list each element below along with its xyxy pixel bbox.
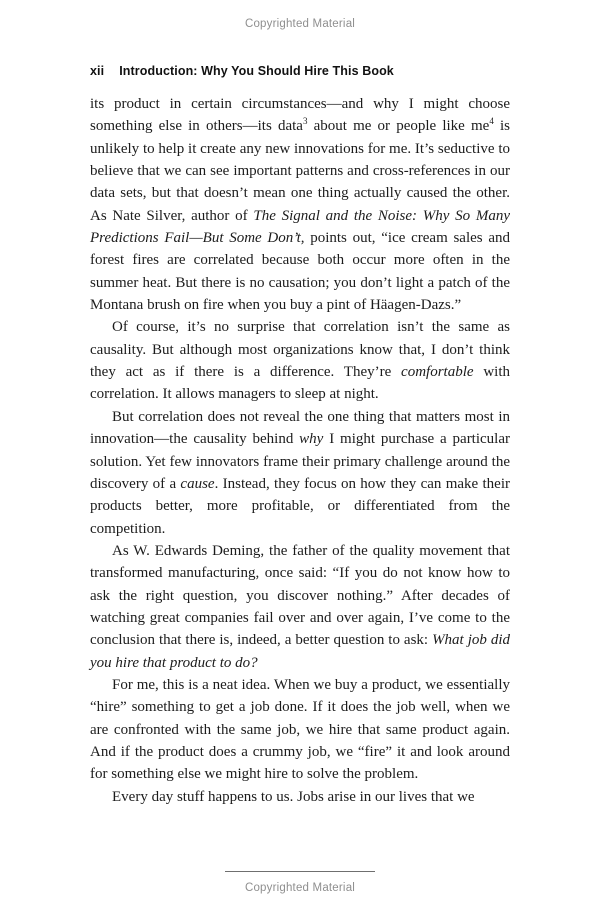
paragraph [90, 316, 510, 405]
text-run: I might purchase a particular solution. Yet few innovators frame their primary challenge around the discovery of a [90, 431, 510, 492]
italic-text: What job did you hire that product to do? [90, 632, 510, 671]
text-run: its product in certain circumstances—and why I might choose something else in others—its data [90, 96, 510, 135]
paragraph [90, 406, 510, 540]
body-text [90, 93, 510, 808]
italic-text: The Signal and the Noise: Why So Many Predictions Fail—But Some Don’t, [90, 207, 510, 247]
text-run: points out, “ice cream sales and forest fires are correlated because both occur more often in the summer heat. But there is no causation; you don’t light a patch of the Montana brush on fire when you buy a pint of Häagen-Dazs.” [90, 230, 510, 314]
italic-text: cause [180, 475, 215, 492]
text-run: Of course, it’s no surprise that correlation isn’t the same as causality. But although most organizations know that, I don’t think they act as if there is a difference. They’re [90, 319, 510, 381]
footnote-reference: 4 [489, 116, 494, 127]
text-run: with correlation. It allows managers to sleep at night. [90, 364, 510, 403]
paragraph [90, 674, 510, 786]
text-run: For me, this is a neat idea. When we buy a product, we essentially “hire” something to get a job done. If it does the job well, when we are confronted with the same job, we hire that same product again. And if the product does a crummy job, we “fire” it and look around for something else we might hire to solve the problem. [90, 676, 510, 783]
text-run: As W. Edwards Deming, the father of the quality movement that transformed manufacturing, once said: “If you do not know how to ask the right question, you discover nothing.” After decades of watching great companies fail over and over again, I’ve come to the conclusion that there is, indeed, a better question to ask: [90, 542, 510, 649]
footnote-reference: 3 [302, 116, 308, 127]
bottom-block [0, 871, 600, 894]
text-run: But correlation does not reveal the one thing that matters most in innovation—the causality behind [90, 408, 510, 448]
text-run: about me or people like me [307, 118, 490, 135]
copyright-notice-bottom: Copyrighted Material [244, 882, 356, 894]
running-head [90, 64, 510, 78]
text-run: . Instead, they focus on how they can make their products better, more profitable, or differentiated from the competition. [90, 475, 511, 537]
text-run: is unlikely to help it create any new innovations for me. It’s seductive to believe that we can see important patterns and cross-references in our data sets, but that doesn’t mean one thing actually caused the other. As Nate Silver, author of [90, 118, 510, 224]
italic-text: why [299, 431, 324, 448]
paragraph [90, 540, 510, 674]
italic-text: comfortable [401, 364, 474, 381]
chapter-title: Introduction: Why You Should Hire This Book [119, 64, 394, 78]
text-run: Every day stuff happens to us. Jobs arise in our lives that we [112, 788, 475, 805]
divider-line [225, 871, 375, 872]
copyright-notice-top: Copyrighted Material [244, 18, 356, 30]
paragraph [90, 93, 510, 316]
page-number: xii [90, 64, 105, 78]
paragraph [90, 786, 510, 808]
